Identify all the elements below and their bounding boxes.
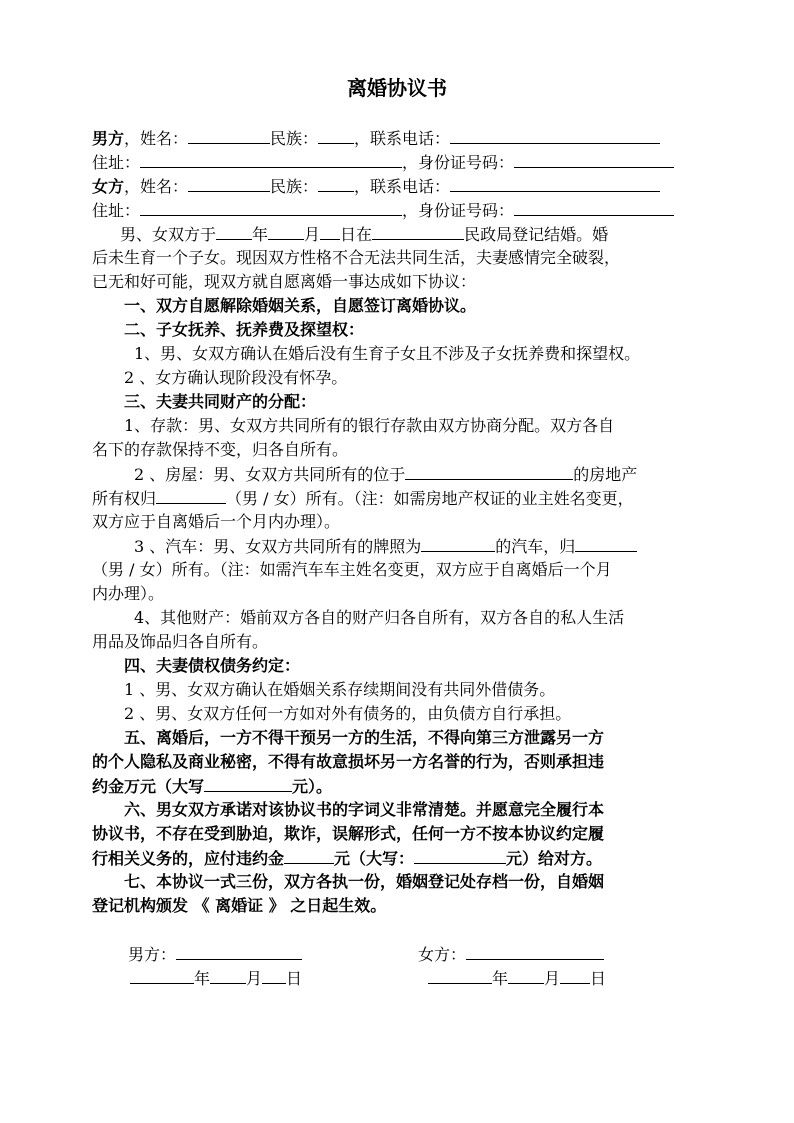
male-sign-month-field[interactable] [210,966,246,984]
car-text: 的汽车，归 [495,537,576,556]
ethnic-label: 民族： [270,129,319,148]
female-id-field[interactable] [514,198,674,216]
address-label: 住址： [92,153,141,172]
section-4-item-2: 2 、男、女双方任何一方如对外有债务的，由负债方自行承担。 [124,704,572,723]
phone-label: ，联系电话： [354,129,451,148]
male-date-row [130,966,302,990]
breach-text: 元（大写： [334,849,415,868]
female-sign-day-field[interactable] [560,966,590,984]
id-label: ，身份证号码： [402,201,515,220]
male-name-field[interactable] [188,126,270,144]
male-sign-day-field[interactable] [262,966,286,984]
section-3-item-2-line-1 [134,462,637,486]
male-phone-field[interactable] [450,126,660,144]
intro-line-1 [120,222,608,246]
section-4-item-1: 1 、男、女双方确认在婚姻关系存续期间没有共同外借债务。 [124,680,556,699]
section-3-item-3-line-1 [134,534,637,558]
section-5-line-2: 的个人隐私及商业秘密，不得有故意损坏另一方名誉的行为，否则承担违 [92,752,605,771]
house-location-field[interactable] [405,462,573,480]
marriage-month-field[interactable] [268,222,304,240]
section-3-item-3-line-3: 内办理）。 [92,584,165,603]
penalty-text: 元）。 [292,777,333,796]
name-label: ，姓名： [124,129,189,148]
section-2-item-2: 2 、女方确认现阶段没有怀孕。 [124,368,348,387]
intro-text: 民政局登记结婚。婚 [464,225,609,244]
id-label: ，身份证号码： [402,153,515,172]
male-address-field[interactable] [140,150,402,168]
house-owner-field[interactable] [156,486,226,504]
section-3-item-1-line-2: 名下的存款保持不变，归各自所有。 [92,440,349,459]
female-ethnic-field[interactable] [318,174,354,192]
day-label: 日 [590,969,607,988]
month-label: 月 [304,225,321,244]
female-name-field[interactable] [188,174,270,192]
section-2-item-1: 1、男、女双方确认在婚后没有生育子女且不涉及子女抚养费和探望权。 [134,344,641,363]
car-text: 3 、汽车：男、女双方共同所有的牌照为 [134,537,422,556]
car-owner-field[interactable] [575,534,637,552]
ethnic-label: 民族： [270,177,319,196]
year-label: 年 [492,969,509,988]
address-label: 住址： [92,201,141,220]
female-address-row [92,198,674,222]
male-sign-label: 男方： [128,945,177,964]
name-label: ，姓名： [124,177,189,196]
section-6-line-2: 协议书，不存在受到胁迫，欺诈，误解形式，任何一方不按本协议约定履 [92,824,605,843]
section-3-item-4-line-2: 用品及饰品归各自所有。 [92,632,269,651]
bureau-field[interactable] [372,222,464,240]
year-label: 年 [252,225,269,244]
house-text: （男 / 女）所有。（注：如需房地产权证的业主姓名变更， [226,489,634,508]
month-label: 月 [246,969,263,988]
male-signature-row [128,942,302,966]
house-text: 2 、房屋：男、女双方共同所有的位于 [134,465,406,484]
male-label: 男方 [92,129,125,148]
section-3-heading: 三、夫妻共同财产的分配： [124,392,317,411]
section-7-line-1: 七、本协议一式三份，双方各执一份，婚姻登记处存档一份，自婚姻 [124,872,605,891]
female-sign-month-field[interactable] [508,966,544,984]
marriage-day-field[interactable] [320,222,340,240]
section-3-item-4-line-1: 4、其他财产：婚前双方各自的财产归各自所有，双方各自的私人生活 [134,608,625,627]
female-sign-label: 女方： [418,945,467,964]
intro-line-3: 已无和好可能，现双方就自愿离婚一事达成如下协议： [92,272,477,291]
section-3-item-1-line-1: 1、存款：男、女双方共同所有的银行存款由双方协商分配。双方各自 [124,416,615,435]
section-1-heading: 一、双方自愿解除婚姻关系，自愿签订离婚协议。 [124,296,477,315]
female-address-field[interactable] [140,198,402,216]
section-7-line-2: 登记机构颁发 《 离婚证 》 之日起生效。 [92,896,387,915]
female-label: 女方 [92,177,125,196]
male-sign-year-field[interactable] [130,966,194,984]
intro-text: 男、女双方于 [120,225,217,244]
section-3-item-2-line-2 [92,486,634,510]
breach-text: 行相关义务的，应付违约金 [92,849,285,868]
breach-text: 元）给对方。 [506,849,603,868]
month-label: 月 [544,969,561,988]
section-3-item-2-line-3: 双方应于自离婚后一个月内办理）。 [92,512,341,531]
section-3-item-3-line-2: （男 / 女）所有。（注：如需汽车车主姓名变更，双方应于自离婚后一个月 [92,560,612,579]
intro-line-2: 后未生育一个子女。现因双方性格不合无法共同生活，夫妻感情完全破裂， [92,248,621,267]
breach-amount-field[interactable] [284,846,334,864]
male-info-row [92,126,660,150]
section-2-heading: 二、子女抚养、抚养费及探望权： [124,320,365,339]
female-phone-field[interactable] [450,174,660,192]
female-signature-row [418,942,604,966]
marriage-year-field[interactable] [216,222,252,240]
female-signature-field[interactable] [466,942,604,960]
section-4-heading: 四、夫妻债权债务约定： [124,656,301,675]
female-date-row [428,966,606,990]
phone-label: ，联系电话： [354,177,451,196]
day-label: 日在 [340,225,373,244]
male-address-row [92,150,674,174]
male-id-field[interactable] [514,150,674,168]
female-info-row [92,174,660,198]
male-ethnic-field[interactable] [318,126,354,144]
section-5-line-3 [92,774,332,798]
section-5-line-1: 五、离婚后，一方不得干预另一方的生活，不得向第三方泄露另一方 [124,728,605,747]
section-6-line-1: 六、男女双方承诺对该协议书的字词义非常清楚。并愿意完全履行本 [124,800,605,819]
penalty-text: 约金万元（大写 [92,777,205,796]
car-plate-field[interactable] [421,534,495,552]
document-title: 离婚协议书 [347,76,447,100]
breach-amount-words-field[interactable] [414,846,506,864]
section-6-line-3 [92,846,602,870]
male-signature-field[interactable] [176,942,302,960]
house-text: 所有权归 [92,489,157,508]
year-label: 年 [194,969,211,988]
day-label: 日 [286,969,303,988]
penalty-amount-field[interactable] [204,774,292,792]
house-text: 的房地产 [573,465,638,484]
female-sign-year-field[interactable] [428,966,492,984]
